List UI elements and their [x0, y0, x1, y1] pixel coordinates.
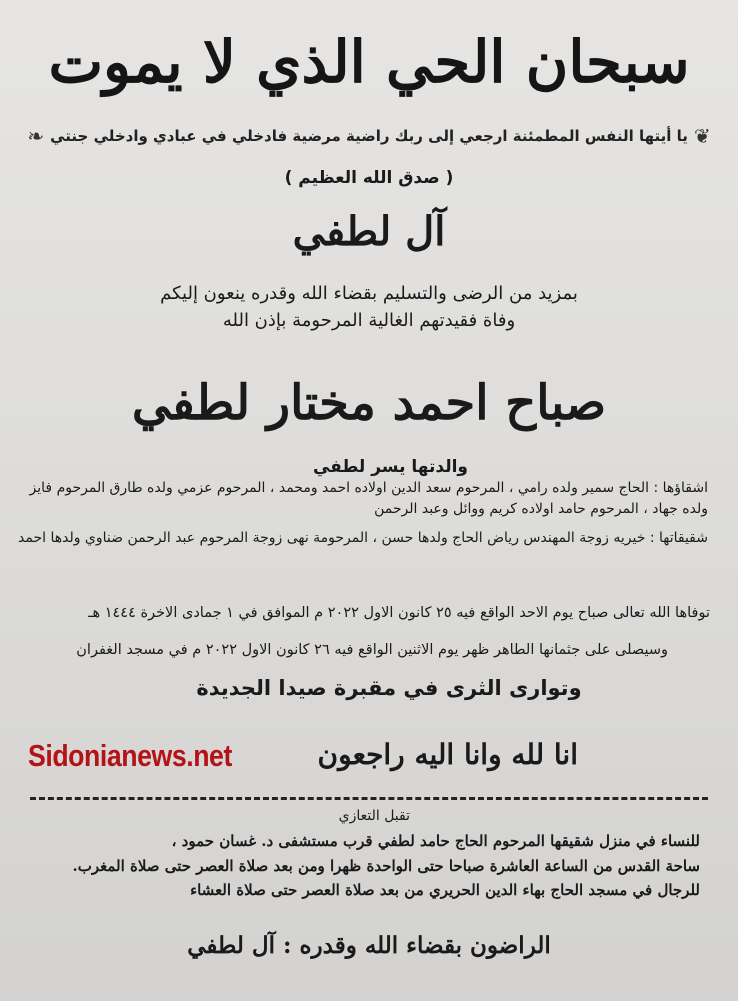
brothers-paragraph: اشقاؤها : الحاج سمير ولده رامي ، المرحوم سعد الدين اولاده احمد ومحمد ، المرحوم عزمي ولده طارق المرحوم فايز ولده جهاد ، المرحوم حامد اولاده كريم ووائل وعبد الرحمن: [29, 480, 708, 517]
condolences-men-line: للرجال في مسجد الحاج بهاء الدين الحريري من بعد صلاة العصر حتى صلاة العشاء: [190, 881, 700, 899]
condolences-women-line: للنساء في منزل شقيقها المرحوم الحاج حامد لطفي قرب مستشفى د. غسان حمود ،: [171, 832, 700, 850]
verse-text: يا أيتها النفس المطمئنة ارجعي إلى ربك راضية مرضية فادخلي في عبادي وادخلي جنتي: [50, 126, 688, 145]
header-title: سبحان الحي الذي لا يموت: [48, 28, 690, 96]
condolences-time-line: ساحة القدس من الساعة العاشرة صباحا حتى الواحدة ظهرا ومن بعد صلاة العصر حتى صلاة المغرب.: [72, 857, 700, 875]
sisters-paragraph: شقيقاتها : خيريه زوجة المهندس رياض الحاج ولدها حسن ، المرحومة نهى زوجة المرحوم عبد الرحمن ضناوي ولدها احمد: [18, 530, 708, 546]
intro-line-2: وفاة فقيدتهم الغالية المرحومة بإذن الله: [222, 310, 516, 331]
funeral-prayer-line: وسيصلى على جثمانها الطاهر ظهر يوم الاثنين الواقع فيه ٢٦ كانون الاول ٢٠٢٢ م في مسجد الغفران: [76, 642, 668, 658]
condolences-title: تقبل التعازي: [338, 808, 410, 824]
ornament-left-icon: ❧: [27, 124, 45, 148]
mother-line: والدتها يسر لطفي: [312, 457, 468, 477]
watermark: Sidonianews.net: [28, 738, 232, 773]
deceased-name: صباح احمد مختار لطفي: [131, 375, 607, 431]
quran-verse: [0, 124, 738, 148]
innalillah-line: انا لله وانا اليه راجعون: [317, 738, 578, 771]
sadaq-allah: ( صدق الله العظيم ): [284, 168, 454, 188]
signature-line: الراضون بقضاء الله وقدره : آل لطفي: [187, 932, 551, 959]
dashed-divider: [30, 797, 708, 800]
family-name: آل لطفي: [292, 208, 446, 255]
ornament-right-icon: ❦: [693, 124, 711, 148]
burial-line: وتوارى الثرى في مقبرة صيدا الجديدة: [196, 676, 582, 700]
death-date-line: توفاها الله تعالى صباح يوم الاحد الواقع فيه ٢٥ كانون الاول ٢٠٢٢ م الموافق في ١ جمادى الاخرة ١٤٤٤ هـ: [88, 605, 710, 621]
intro-line-1: بمزيد من الرضى والتسليم بقضاء الله وقدره ينعون إليكم: [160, 283, 578, 304]
